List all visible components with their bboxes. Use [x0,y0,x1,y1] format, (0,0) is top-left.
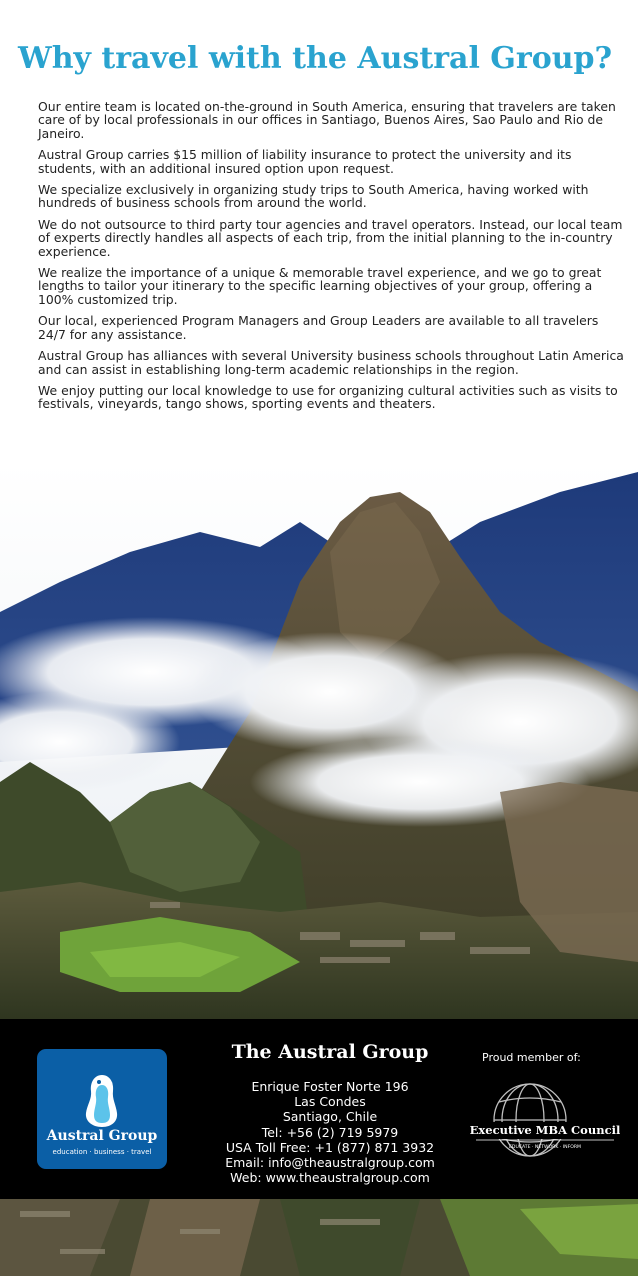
website-line: Web: www.theaustralgroup.com [230,1170,430,1186]
email-line: Email: info@theaustralgroup.com [225,1155,435,1171]
contact-footer [0,1019,638,1199]
address-line: Enrique Foster Norte 196 [251,1079,409,1094]
mountain-landscape-image [0,462,638,1019]
benefit-paragraph: We enjoy putting our local knowledge to use for organizing cultural activities such as visits to festivals, vineyards, tango shows, sporting events and theaters. [38,382,618,412]
ruins-photo-strip [0,1199,638,1276]
benefit-paragraph: We realize the importance of a unique & memorable travel experience, and we go to great lengths to tailor your itinerary to the specific learning objectives of your group, offering a 100% customized trip. [38,265,602,307]
benefit-paragraph: Our local, experienced Program Managers and Group Leaders are available to all travelers 24/7 for any assistance. [38,313,599,342]
benefit-paragraph: We do not outsource to third party tour agencies and travel operators. Instead, our local team of experts directly handles all aspects of each trip, from the initial planning to the in-country experience. [38,216,623,259]
member-name: Executive MBA Council [470,1123,620,1137]
austral-group-logo [37,1049,167,1169]
proud-member-label: Proud member of: [482,1051,581,1064]
address-line: Santiago, Chile [282,1109,378,1125]
benefit-paragraph: Our entire team is located on-the-ground in South America, ensuring that travelers are taken care of by local professionals in our offices in Santiago, Buenos Aires, Sao Paulo and Rio de Janeiro. [38,99,616,141]
address-line: Las Condes [294,1094,366,1110]
machu-picchu-photo [0,462,638,1019]
member-tagline: EDUCATE · NETWORK · INFORM [509,1145,581,1150]
intro-section [0,0,638,470]
logo-name: Austral Group [46,1128,158,1144]
benefit-paragraph: Austral Group has alliances with several University business schools throughout Latin America and can assist in establishing long-term academic relationships in the region. [38,348,624,377]
penguin-icon [76,1071,128,1131]
phone-line: Tel: +56 (2) 719 5979 [261,1124,399,1140]
executive-mba-council-logo [470,1074,620,1169]
page-title: Why travel with the Austral Group? [18,41,613,76]
logo-tagline: education · business · travel [52,1148,152,1156]
benefit-paragraph: Austral Group carries $15 million of liability insurance to protect the university and its students, with an additional insured option upon request. [38,147,572,176]
benefit-paragraph: We specialize exclusively in organizing study trips to South America, having worked with hundreds of business schools from around the world. [38,182,589,211]
company-name: The Austral Group [231,1041,429,1063]
contact-address [205,1079,455,1185]
toll-free-line: USA Toll Free: +1 (877) 871 3932 [225,1139,435,1155]
bottom-photo-strip [0,1199,638,1276]
benefits-list [38,100,626,419]
